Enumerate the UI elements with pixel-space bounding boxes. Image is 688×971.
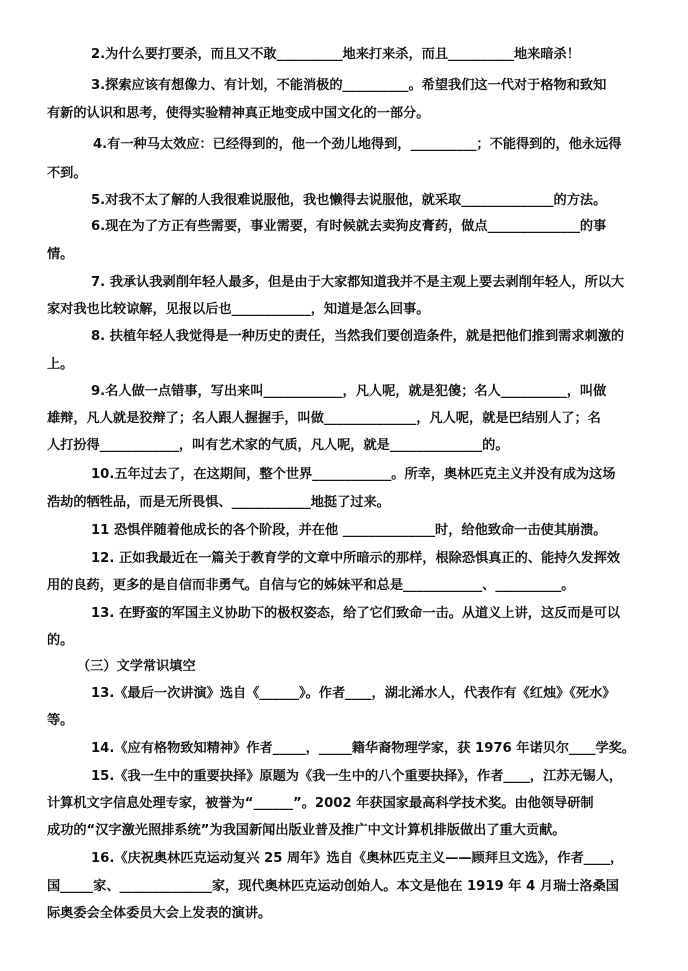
question-10-line-1: 10.五年过去了，在这期间，整个世界____________。所幸，奥林匹克主义并没有成为这场 [91, 467, 616, 482]
question-13-line-2: 的。 [47, 633, 74, 648]
question-12-line-1: 12. 正如我最近在一篇关于教育学的文章中所暗示的那样，根除恐惧真正的、能持久发挥效 [91, 551, 621, 566]
literature-13-line-1: 13.《最后一次讲演》选自《______》。作者____，湖北浠水人，代表作有《红烛》《死水》 [91, 686, 616, 701]
question-11-line: 11 恐惧伴随着他成长的各个阶段，并在他 ______________时，给他致命一击使其崩溃。 [91, 523, 607, 538]
literature-15-line-3: 成功的“汉字激光照排系统”为我国新闻出版业普及推广中文计算机排版做出了重大贡献。 [47, 823, 566, 838]
question-2-line: 2.为什么要打要杀，而且又不敢__________地来打来杀，而且__________地来暗杀！ [91, 47, 580, 62]
question-4-line-2: 不到。 [47, 166, 87, 181]
question-6-line-1: 6.现在为了方正有些需要，事业需要，有时候就去卖狗皮膏药，做点______________的事 [91, 219, 607, 234]
question-8-line-1: 8. 扶植年轻人我觉得是一种历史的责任，当然我们要创造条件，就是把他们推到需求刺激的 [91, 329, 625, 344]
question-6-line-2: 情。 [47, 247, 74, 262]
question-10-line-2: 浩劫的牺牲品，而是无所畏惧、____________地挺了过来。 [47, 495, 390, 510]
question-7-line-1: 7. 我承认我剥削年轻人最多，但是由于大家都知道我并不是主观上要去剥削年轻人，所以大 [91, 275, 625, 290]
question-13-line-1: 13. 在野蛮的军国主义协助下的极权姿态，给了它们致命一击。从道义上讲，这反而是可以 [91, 606, 621, 621]
question-3-line-1: 3.探索应该有想像力、有计划，不能消极的__________。希望我们这一代对于格物和致知 [91, 78, 607, 93]
question-9-line-2: 雄辩，凡人就是狡辩了；名人跟人握握手，叫做______________，凡人呢，就是巴结别人了；名 [47, 411, 601, 426]
question-4-line-1: 4.有一种马太效应：已经得到的，他一个劲儿地得到，__________；不能得到的，他永远得 [93, 137, 622, 152]
literature-16-line-2: 国_____家、______________家，现代奥林匹克运动创始人。本文是他在 1919 年 4 月瑞士洛桑国 [47, 879, 619, 894]
question-3-line-2: 有新的认识和思考，使得实验精神真正地变成中国文化的一部分。 [47, 106, 430, 121]
literature-16-line-1: 16.《庆祝奥林匹克运动复兴 25 周年》选自《奥林匹克主义——顾拜旦文选》，作者____， [91, 851, 624, 866]
section-heading: （三）文学常识填空 [77, 659, 196, 674]
literature-15-line-1: 15.《我一生中的重要抉择》原题为《我一生中的八个重要抉择》，作者____，江苏无锡人， [91, 769, 623, 784]
question-12-line-2: 用的良药，更多的是自信而非勇气。自信与它的姊妹平和总是____________、__________。 [47, 578, 575, 593]
literature-13-line-2: 等。 [47, 713, 74, 728]
literature-14-line: 14.《应有格物致知精神》作者_____，_____籍华裔物理学家，获 1976 年诺贝尔____学奖。 [91, 741, 635, 756]
question-5-line: 5.对我不太了解的人我很难说服他，我也懒得去说服他，就采取______________的方法。 [91, 193, 607, 208]
literature-16-line-3: 际奥委会全体委员大会上发表的演讲。 [47, 906, 272, 921]
literature-15-line-2: 计算机文字信息处理专家，被誉为“______”。2002 年获国家最高科学技术奖。由他领导研制 [47, 796, 594, 811]
question-9-line-3: 人打扮得____________，叫有艺术家的气质，凡人呢，就是______________的。 [47, 438, 509, 453]
question-8-line-2: 上。 [47, 357, 74, 372]
question-7-line-2: 家对我也比较谅解，见报以后也____________，知道是怎么回事。 [47, 302, 430, 317]
question-9-line-1: 9.名人做一点错事，写出来叫____________，凡人呢，就是犯傻；名人__________，叫做 [91, 384, 607, 399]
